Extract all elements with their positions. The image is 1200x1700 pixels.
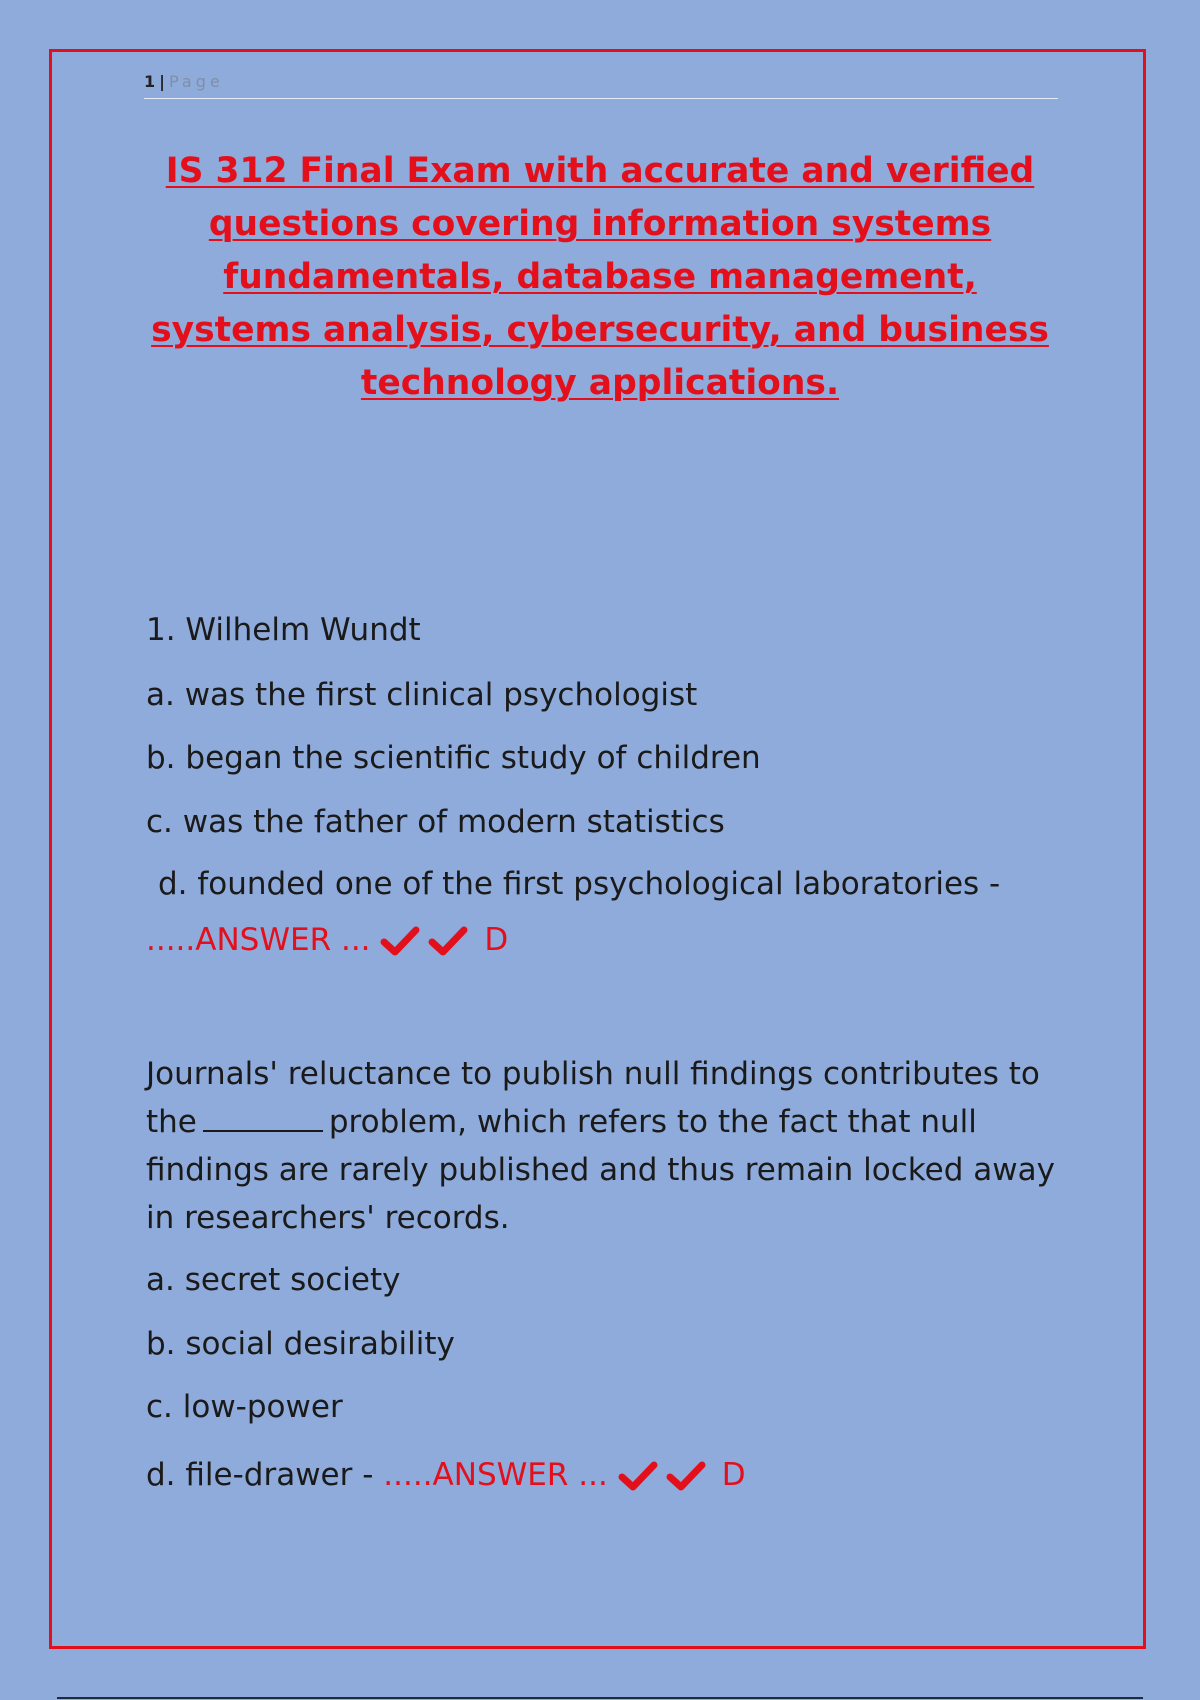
bottom-rule — [57, 1697, 1143, 1699]
question2-option-a: a. secret society — [146, 1262, 401, 1298]
question1-answer — [146, 922, 508, 964]
question1-stem: 1. Wilhelm Wundt — [146, 612, 421, 648]
checkmark-icon — [380, 926, 420, 964]
document-title: IS 312 Final Exam with accurate and verified questions covering information systems fundamentals, database management, systems analysis, cybersecurity, and business technology applications. — [151, 151, 1049, 403]
question2-option-b: b. social desirability — [146, 1326, 455, 1362]
question2-stem-after: problem, which refers to the fact that null findings are rarely published and thus remain locked away in researchers' records. — [146, 1104, 1055, 1236]
page-number: 1 — [144, 72, 156, 91]
page-separator: | — [159, 72, 165, 91]
question2-stem — [146, 1050, 1066, 1242]
answer-letter: D — [721, 1457, 746, 1493]
answer-prefix: .....ANSWER ... — [383, 1457, 608, 1493]
question2-answer — [383, 1457, 745, 1493]
checkmark-icon — [666, 1461, 706, 1499]
page-word: Page — [168, 72, 224, 91]
question2-option-d — [146, 1457, 746, 1499]
fill-in-blank — [203, 1106, 323, 1132]
answer-prefix: .....ANSWER ... — [146, 922, 371, 958]
checkmark-icon — [428, 926, 468, 964]
question1-option-a: a. was the first clinical psychologist — [146, 677, 698, 713]
checkmark-icon — [618, 1461, 658, 1499]
question1-option-b: b. began the scientific study of children — [146, 740, 761, 776]
answer-letter: D — [484, 922, 509, 958]
question2-option-d-text: d. file-drawer - — [146, 1457, 374, 1493]
page-header — [144, 70, 1058, 99]
question2-stem-before: Journals' reluctance to publish null findings contributes to the — [146, 1056, 1040, 1140]
question1-option-c: c. was the father of modern statistics — [146, 804, 725, 840]
question2-option-c: c. low-power — [146, 1389, 343, 1425]
question1-option-d: d. founded one of the first psychological laboratories - — [158, 866, 1001, 902]
